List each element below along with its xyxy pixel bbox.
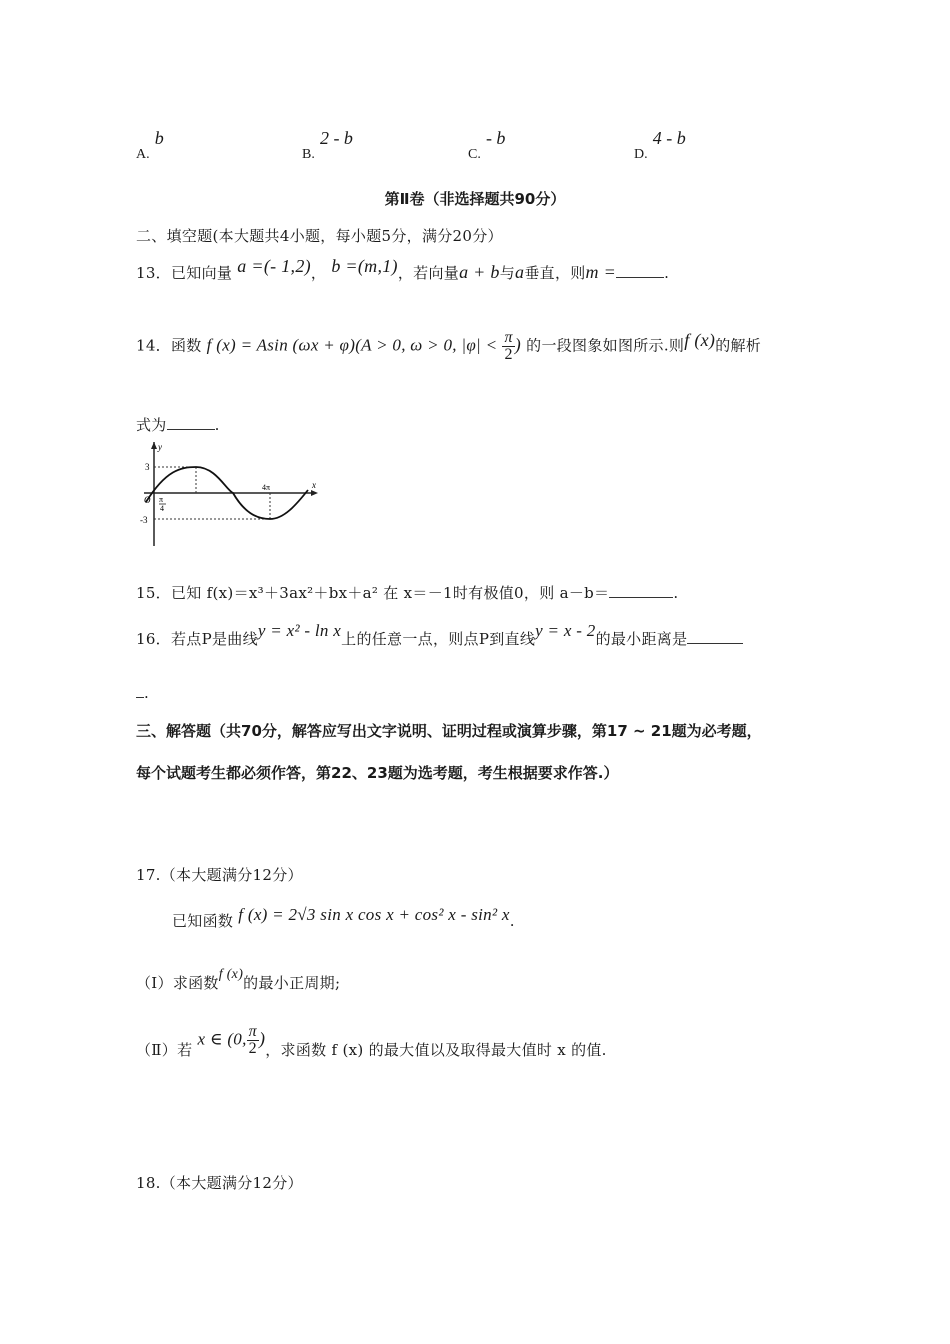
vector-sum: a + b bbox=[459, 262, 500, 282]
pi-label: π bbox=[159, 495, 164, 504]
vector-a: a =(- 1,2) bbox=[237, 256, 311, 276]
answer-blank bbox=[687, 642, 743, 644]
q14-tail2: 的解析 bbox=[715, 336, 762, 355]
option-value: b bbox=[154, 128, 164, 148]
pi-over-2 bbox=[502, 330, 514, 363]
x-label: x bbox=[312, 480, 316, 490]
option-value: 4 - b bbox=[652, 128, 686, 148]
option-letter: C. bbox=[468, 147, 481, 162]
part1-tail: 的最小正周期; bbox=[243, 974, 341, 992]
q16-lead: 16．若点P是曲线 bbox=[136, 630, 258, 648]
q18-header: 18.（本大题满分12分） bbox=[136, 1174, 303, 1192]
q17-formula: f (x) = 2√3 sin x cos x + cos² x - sin² x bbox=[238, 905, 510, 924]
q17-part2 bbox=[136, 1024, 607, 1057]
q16-mid: 上的任意一点，则点P到直线 bbox=[341, 630, 536, 648]
q14-tail: 的一段图象如图所示.则 bbox=[526, 336, 685, 355]
vector-a-ref: a bbox=[515, 262, 525, 282]
fx-ref: f (x) bbox=[684, 329, 716, 350]
denominator: 2 bbox=[248, 1040, 257, 1057]
question-16-line2 bbox=[136, 684, 149, 702]
min-label: -3 bbox=[140, 515, 148, 525]
comma: ， bbox=[310, 264, 327, 282]
part1-lead: （Ⅰ）求函数 bbox=[136, 974, 219, 992]
vector-b: b =(m,1) bbox=[331, 256, 398, 276]
y-label: y bbox=[158, 442, 162, 452]
curve-formula: y = x² - ln x bbox=[257, 621, 342, 640]
pi-over-2 bbox=[247, 1024, 259, 1057]
q14-line2-text: 式为 bbox=[136, 416, 167, 434]
option-letter: D. bbox=[634, 147, 648, 162]
answer-blank bbox=[616, 276, 664, 278]
numerator: π bbox=[248, 1023, 257, 1040]
q13-mid: ，若向量 bbox=[397, 264, 460, 282]
line-formula: y = x - 2 bbox=[535, 621, 596, 640]
denominator: 2 bbox=[504, 346, 513, 363]
q13-with: 与 bbox=[499, 264, 516, 282]
q17-given bbox=[172, 904, 515, 930]
q13-lead: 已知向量 bbox=[171, 264, 233, 282]
question-14 bbox=[136, 330, 761, 363]
option-letter: A. bbox=[136, 147, 150, 162]
period: . bbox=[664, 264, 670, 282]
max-label: 3 bbox=[145, 462, 150, 472]
option-c bbox=[468, 128, 506, 162]
question-14-line2 bbox=[136, 414, 220, 435]
x-in-interval: x ∈ (0, bbox=[197, 1029, 247, 1049]
question-16 bbox=[136, 621, 743, 649]
part2-lead: （Ⅱ）若 bbox=[136, 1040, 193, 1059]
question-number: 13． bbox=[136, 264, 171, 282]
close-paren: ) bbox=[258, 1028, 266, 1049]
period: . bbox=[214, 416, 220, 434]
origin-label: O bbox=[144, 495, 151, 505]
four-pi-label: 4π bbox=[262, 483, 271, 492]
x-arrow-icon bbox=[311, 490, 318, 496]
section3-line2: 每个试题考生都必须作答，第22、23题为选考题，考生根据要求作答.） bbox=[136, 764, 619, 782]
numerator: π bbox=[504, 329, 513, 346]
option-value: - b bbox=[485, 128, 506, 148]
question-13 bbox=[136, 256, 670, 283]
answer-blank bbox=[609, 596, 673, 598]
sine-graph bbox=[136, 440, 326, 550]
option-d bbox=[634, 128, 686, 162]
period: . bbox=[144, 684, 150, 702]
y-arrow-icon bbox=[151, 442, 157, 449]
four-label: 4 bbox=[160, 504, 164, 513]
period: . bbox=[509, 912, 515, 930]
option-b bbox=[302, 128, 353, 162]
q13-tail: 垂直，则 bbox=[524, 264, 586, 282]
fx-ref: f (x) bbox=[218, 967, 244, 982]
answer-blank bbox=[167, 428, 215, 430]
close-paren: ) bbox=[514, 334, 522, 355]
q14-formula: f (x) = Asin (ωx + φ)(A > 0, ω > 0, |φ| < bbox=[206, 335, 498, 355]
q17-part1 bbox=[136, 962, 341, 992]
q15-text: 15．已知 f(x)＝x³＋3ax²＋bx＋a² 在 x＝－1时有极值0，则 a－b＝ bbox=[136, 584, 610, 602]
part2-tail: ，求函数 f (x) 的最大值以及取得最大值时 x 的值. bbox=[265, 1040, 607, 1059]
q17-given-text: 已知函数 bbox=[172, 912, 234, 930]
answer-blank bbox=[136, 696, 144, 698]
question-15 bbox=[136, 582, 678, 603]
q16-tail: 的最小距离是 bbox=[595, 630, 688, 648]
option-letter: B. bbox=[302, 147, 315, 162]
period: . bbox=[673, 584, 679, 602]
option-value: 2 - b bbox=[319, 128, 353, 148]
q17-header: 17.（本大题满分12分） bbox=[136, 866, 303, 884]
section2-title: 第Ⅱ卷（非选择题共90分） bbox=[384, 190, 566, 208]
m-equals: m = bbox=[585, 262, 617, 282]
fill-heading: 二、填空题(本大题共4小题，每小题5分，满分20分） bbox=[136, 227, 503, 245]
section3-line1: 三、解答题（共70分，解答应写出文字说明、证明过程或演算步骤，第17 ~ 21题为必考题， bbox=[136, 722, 762, 740]
q14-lead: 14．函数 bbox=[136, 336, 202, 355]
option-a bbox=[136, 128, 164, 162]
